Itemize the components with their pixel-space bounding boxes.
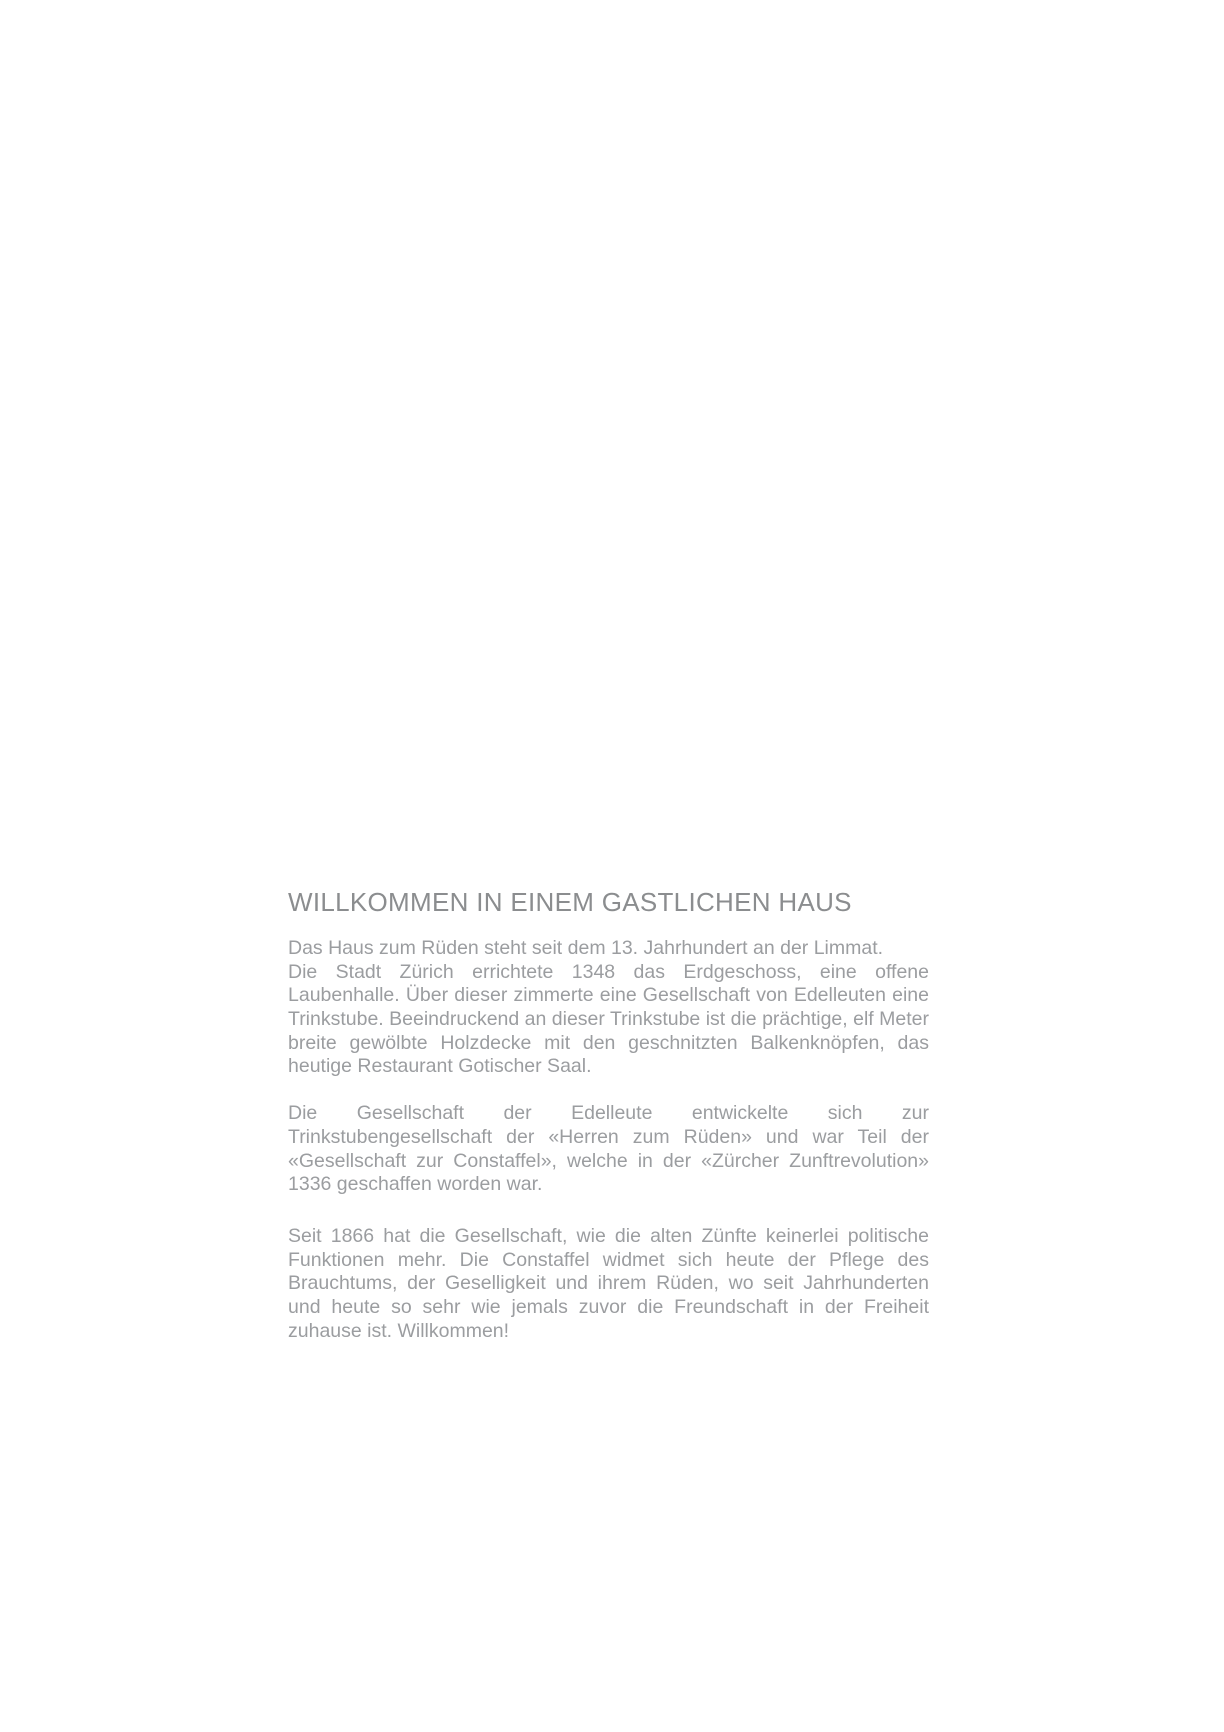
paragraph-society: Die Gesellschaft der Edelleute entwickelte sich zur Trinkstubengesellschaft der «Herren zum Rüden» und war Teil der «Gesellschaft zur Constaffel», welche in der «Zürcher Zunftrevolution» 1336 geschaffen worden war.	[288, 1102, 929, 1196]
paragraph-today: Seit 1866 hat die Gesellschaft, wie die alten Zünfte keinerlei politische Funktionen mehr. Die Constaffel widmet sich heute der Pflege des Brauchtums, der Geselligkeit und ihrem Rüden, wo seit Jahrhunderten und heute so sehr wie jemals zuvor die Freundschaft in der Freiheit zuhause ist. Willkommen!	[288, 1224, 929, 1342]
paragraph-history-rest: Die Stadt Zürich errichtete 1348 das Erdgeschoss, eine offene Laubenhalle. Über dieser zimmerte eine Gesellschaft von Edelleuten eine Trinkstube. Beeindruckend an dieser Trinkstube ist die prächtige, elf Meter breite gewölbte Holzdecke mit den geschnitzten Balkenknöpfen, das heutige Restaurant Gotischer Saal.	[288, 960, 929, 1078]
paragraph-history-first-line: Das Haus zum Rüden steht seit dem 13. Jahrhundert an der Limmat.	[288, 936, 884, 959]
welcome-section	[288, 888, 929, 1343]
paragraph-history	[288, 937, 929, 1079]
page-title: WILLKOMMEN IN EINEM GASTLICHEN HAUS	[288, 887, 852, 917]
